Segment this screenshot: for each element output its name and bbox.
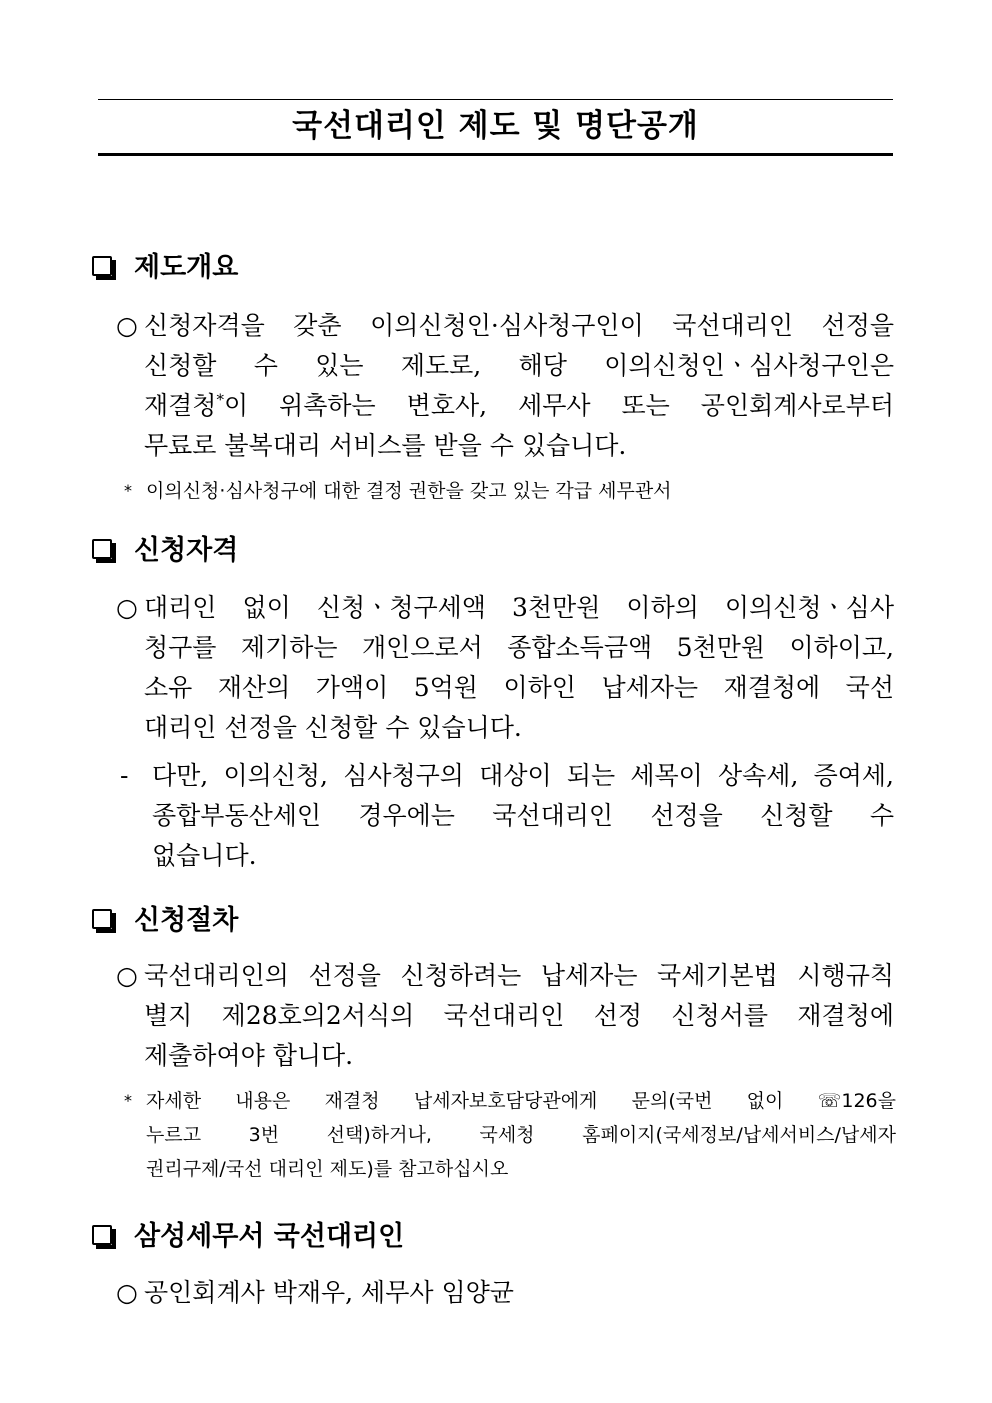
dash-bullet: -	[120, 761, 129, 790]
paragraph-line: 소유 재산의 가액이 5억원 이하인 납세자는 재결청에 국선	[144, 673, 894, 702]
section-heading-procedure	[92, 903, 238, 939]
paragraph-line: 무료로 불복대리 서비스를 받을 수 있습니다.	[144, 431, 627, 460]
section-title: 신청절차	[134, 905, 239, 936]
note-mark: *	[124, 1091, 132, 1110]
note-line: 이의신청·심사청구에 대한 결정 권한을 갖고 있는 각급 세무관서	[146, 480, 672, 502]
paragraph-line: 국선대리인의 선정을 신청하려는 납세자는 국세기본법 시행규칙	[144, 961, 894, 990]
document-title: 국선대리인 제도 및 명단공개	[292, 108, 699, 144]
note-line: 권리구제/국선 대리인 제도)를 참고하십시오	[146, 1158, 509, 1180]
title-top-rule	[98, 99, 893, 100]
circle-bullet: ○	[116, 961, 138, 990]
section-heading-overview	[92, 250, 238, 286]
paragraph-line: 별지 제28호의2서식의 국선대리인 선정 신청서를 재결청에	[144, 1001, 894, 1030]
section-title: 신청자격	[134, 535, 239, 566]
paragraph-line: 없습니다.	[152, 841, 257, 870]
paragraph-line: 대리인 선정을 신청할 수 있습니다.	[144, 713, 522, 742]
footnote-marker: *	[216, 390, 224, 409]
paragraph-line: 신청자격을 갖춘 이의신청인·심사청구인이 국선대리인 선정을	[144, 311, 894, 340]
note-line: 누르고 3번 선택)하거나, 국세청 홈페이지(국세정보/납세서비스/납세자	[146, 1124, 896, 1146]
overview-paragraph	[116, 306, 894, 466]
title-bottom-rule	[98, 153, 893, 156]
square-bullet-icon	[92, 256, 116, 280]
square-bullet-icon	[92, 1225, 116, 1249]
section-heading-representatives	[92, 1219, 404, 1255]
paragraph-line: 재결청*이 위촉하는 변호사, 세무사 또는 공인회계사로부터	[144, 390, 894, 420]
representatives-paragraph	[116, 1273, 894, 1313]
circle-bullet: ○	[116, 1278, 138, 1307]
procedure-footnote	[124, 1084, 896, 1186]
paragraph-line: 대리인 없이 신청ㆍ청구세액 3천만원 이하의 이의신청ㆍ심사	[144, 593, 894, 622]
section-title: 삼성세무서 국선대리인	[134, 1221, 405, 1252]
section-heading-eligibility	[92, 533, 238, 569]
paragraph-line: 다만, 이의신청, 심사청구의 대상이 되는 세목이 상속세, 증여세,	[152, 761, 894, 790]
paragraph-line: 신청할 수 있는 제도로, 해당 이의신청인ㆍ심사청구인은	[144, 351, 894, 380]
square-bullet-icon	[92, 909, 116, 933]
circle-bullet: ○	[116, 311, 138, 340]
note-mark: *	[124, 481, 132, 500]
note-line: 자세한 내용은 재결청 납세자보호담당관에게 문의(국번 없이 ☏126을	[146, 1090, 896, 1112]
eligibility-exception	[120, 756, 894, 876]
section-title: 제도개요	[134, 252, 239, 283]
paragraph-line: 청구를 제기하는 개인으로서 종합소득금액 5천만원 이하이고,	[144, 633, 894, 662]
square-bullet-icon	[92, 539, 116, 563]
paragraph-line: 종합부동산세인 경우에는 국선대리인 선정을 신청할 수	[152, 801, 894, 830]
overview-footnote	[124, 474, 896, 508]
paragraph-line: 제출하여야 합니다.	[144, 1041, 354, 1070]
procedure-paragraph	[116, 956, 894, 1076]
paragraph-line: 공인회계사 박재우, 세무사 임양균	[144, 1278, 514, 1307]
eligibility-paragraph	[116, 588, 894, 748]
circle-bullet: ○	[116, 593, 138, 622]
